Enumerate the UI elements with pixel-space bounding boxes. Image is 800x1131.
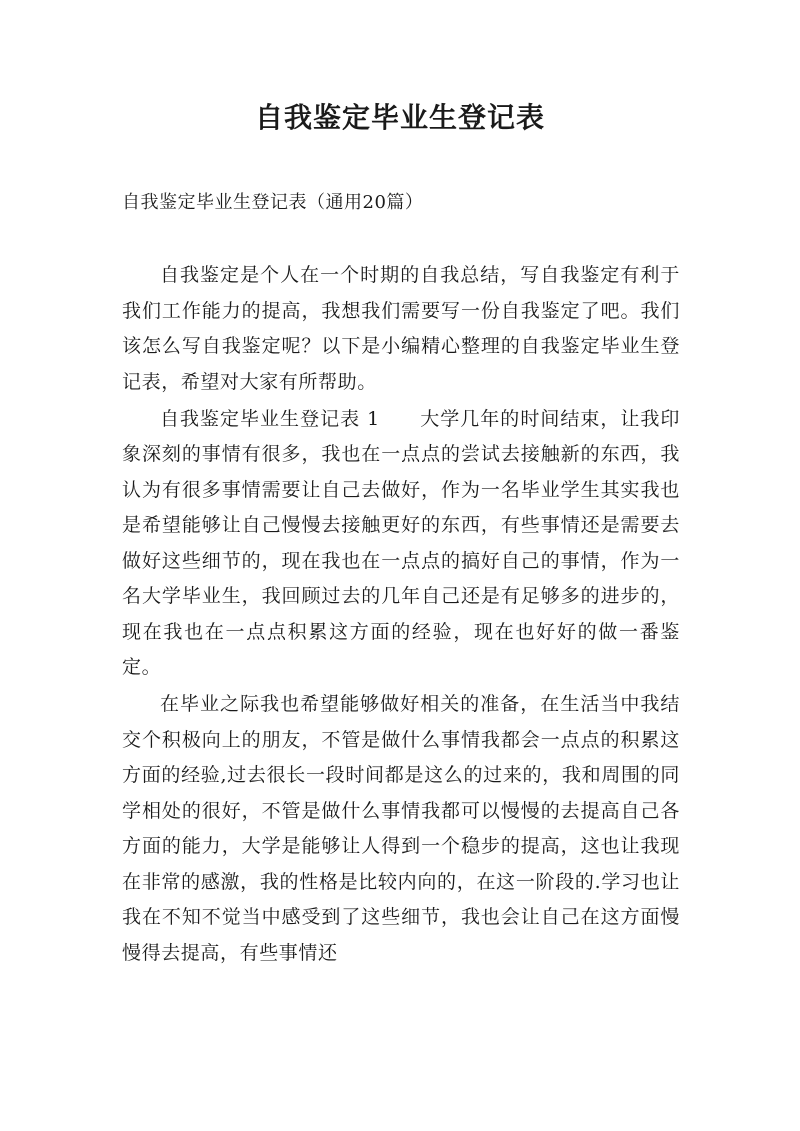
document-title: 自我鉴定毕业生登记表 (254, 101, 545, 134)
document-subtitle: 自我鉴定毕业生登记表（通用20篇） (122, 192, 424, 213)
paragraph-section-1-continued: 在毕业之际我也希望能够做好相关的准备，在生活当中我结交个积极向上的朋友，不管是做什么事情我都会一点点的积累这方面的经验,过去很长一段时间都是这么的过来的，我和周围的同学相处的很好，不管是做什么事情我都可以慢慢的去提高自己各方面的能力，大学是能够让人得到一个稳步的提高，这也让我现在非常的感激，我的性格是比较内向的，在这一阶段的.学习也让我在不知不觉当中感受到了这些细节，我也会让自己在这方面慢慢得去提高，有些事情还 (122, 693, 680, 964)
document-body (122, 258, 680, 971)
paragraph-intro: 自我鉴定是个人在一个时期的自我总结，写自我鉴定有利于我们工作能力的提高，我想我们需要写一份自我鉴定了吧。我们该怎么写自我鉴定呢？以下是小编精心整理的自我鉴定毕业生登记表，希望对大家有所帮助。 (122, 264, 680, 393)
paragraph-section-1: 自我鉴定毕业生登记表 1 大学几年的时间结束，让我印象深刻的事情有很多，我也在一点点的尝试去接触新的东西，我认为有很多事情需要让自己去做好，作为一名毕业学生其实我也是希望能够让自己慢慢去接触更好的东西，有些事情还是需要去做好这些细节的，现在我也在一点点的搞好自己的事情，作为一名大学毕业生，我回顾过去的几年自己还是有足够多的进步的，现在我也在一点点积累这方面的经验，现在也好好的做一番鉴定。 (122, 407, 680, 678)
